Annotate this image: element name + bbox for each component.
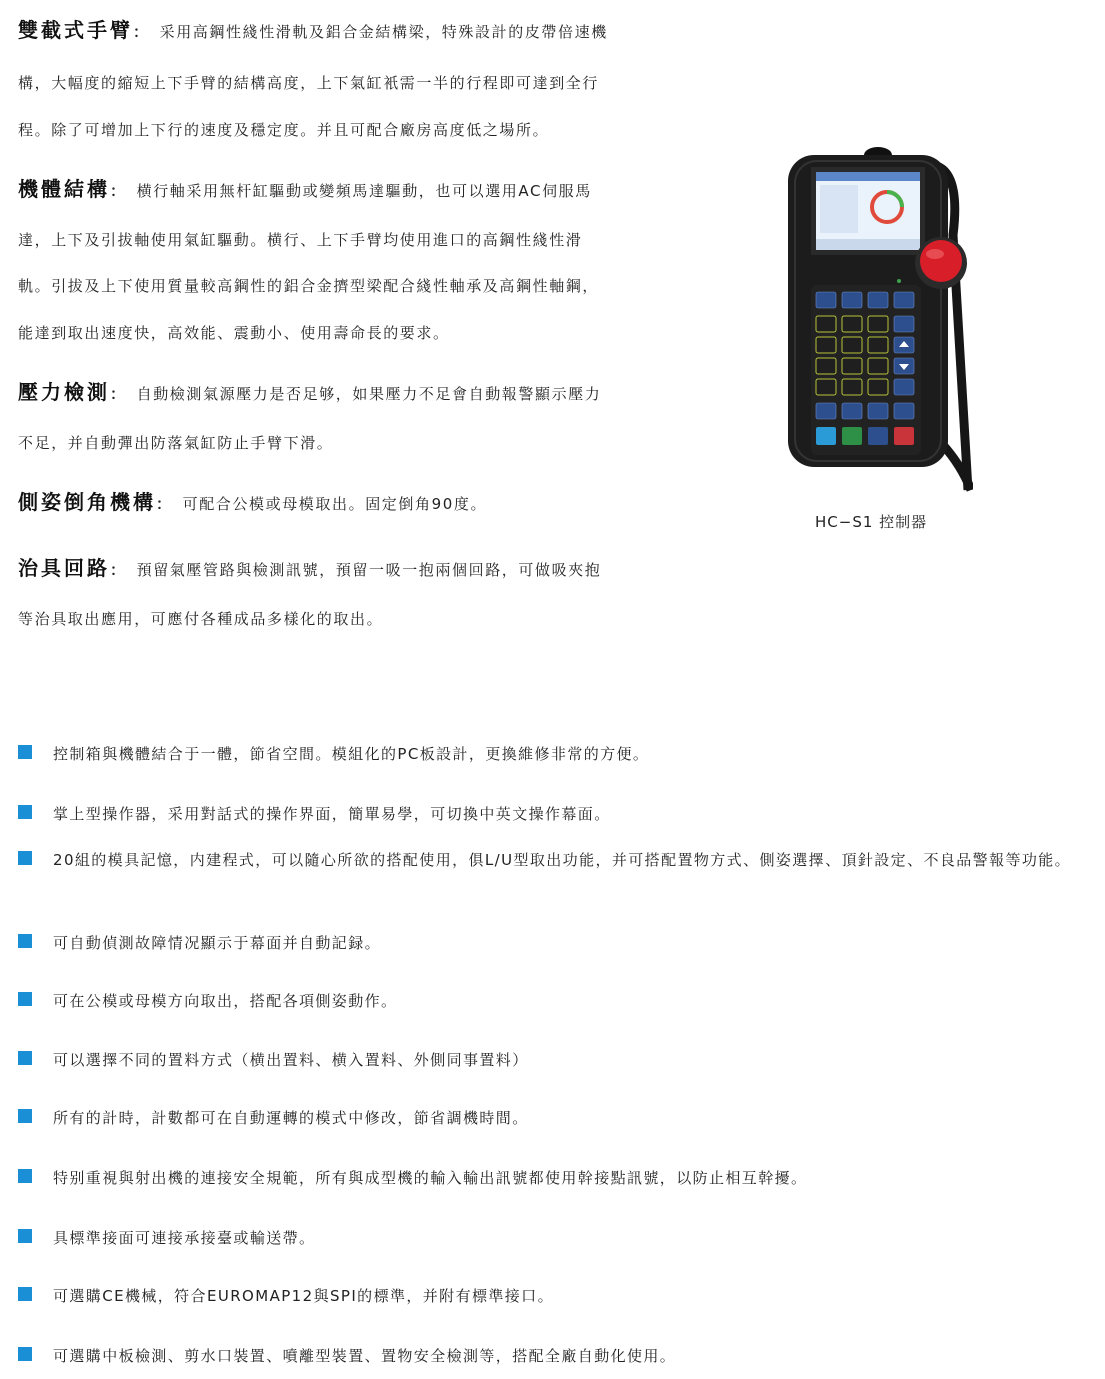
feature-item: 可選購中板檢測、剪水口裝置、噴離型裝置、置物安全檢測等，搭配全廠自動化使用。	[18, 1343, 676, 1369]
section-5-line-2: 等治具取出應用，可應付各種成品多樣化的取出。	[18, 610, 384, 628]
section-3-line-1: 壓力檢測： 自動檢測氣源壓力是否足够，如果壓力不足會自動報警顯示壓力	[18, 380, 602, 404]
feature-item: 可自動偵測故障情况顯示于幕面并自動記録。	[18, 930, 381, 956]
square-bullet-icon	[18, 1051, 32, 1065]
section-5-line-1: 治具回路： 預留氣壓管路與檢測訊號，預留一吸一抱兩個回路，可做吸夾抱	[18, 556, 602, 580]
section-2-line-1: 機體結構： 横行軸采用無杆缸驅動或變頻馬達驅動，也可以選用AC伺服馬	[18, 177, 592, 201]
section-4-line-1: 側姿倒角機構： 可配合公模或母模取出。固定倒角90度。	[18, 490, 488, 514]
square-bullet-icon	[18, 805, 32, 819]
square-bullet-icon	[18, 1169, 32, 1183]
section-title: 機體結構	[18, 177, 110, 201]
section-1-line-3: 程。除了可增加上下行的速度及穩定度。并且可配合廠房高度低之場所。	[18, 121, 550, 139]
square-bullet-icon	[18, 1229, 32, 1243]
feature-item: 20組的模具記憶，内建程式，可以隨心所欲的搭配使用，俱L/U型取出功能，并可搭配置物方式、側姿選擇、頂針設定、不良品警報等功能。	[18, 847, 1093, 873]
square-bullet-icon	[18, 1287, 32, 1301]
feature-item: 掌上型操作器，采用對話式的操作界面，簡單易學，可切換中英文操作幕面。	[18, 801, 611, 827]
square-bullet-icon	[18, 745, 32, 759]
section-1-line-2: 構，大幅度的縮短上下手臂的結構高度，上下氣缸衹需一半的行程即可達到全行	[18, 74, 600, 92]
section-2-line-2: 達，上下及引拔軸使用氣缸驅動。横行、上下手臂均使用進口的高鋼性綫性滑	[18, 231, 583, 249]
feature-item: 所有的計時，計數都可在自動運轉的模式中修改，節省調機時間。	[18, 1105, 529, 1131]
square-bullet-icon	[18, 992, 32, 1006]
section-3-line-2: 不足，并自動彈出防落氣缸防止手臂下滑。	[18, 434, 334, 452]
feature-item: 具標準接面可連接承接臺或輸送帶。	[18, 1225, 315, 1251]
image-caption: HC−S1 控制器	[815, 513, 928, 531]
section-title: 側姿倒角機構	[18, 490, 156, 514]
feature-item: 可在公模或母模方向取出，搭配各項側姿動作。	[18, 988, 397, 1014]
square-bullet-icon	[18, 1109, 32, 1123]
square-bullet-icon	[18, 851, 32, 865]
square-bullet-icon	[18, 934, 32, 948]
square-bullet-icon	[18, 1347, 32, 1361]
feature-item: 可以選擇不同的置料方式（横出置料、横入置料、外側同事置料）	[18, 1047, 529, 1073]
feature-item: 特别重視與射出機的連接安全規範，所有與成型機的輸入輸出訊號都使用幹接點訊號，以防止相互幹擾。	[18, 1165, 807, 1191]
section-title: 壓力檢測	[18, 380, 110, 404]
feature-item: 可選購CE機械，符合EUROMAP12與SPI的標準，并附有標準接口。	[18, 1283, 554, 1309]
section-title: 雙截式手臂	[18, 18, 133, 42]
section-2-line-4: 能達到取出速度快，高效能、震動小、使用壽命長的要求。	[18, 324, 450, 342]
section-title: 治具回路	[18, 556, 110, 580]
section-2-line-3: 軌。引拔及上下使用質量較高鋼性的鋁合金擠型梁配合綫性軸承及高鋼性軸鋼，	[18, 277, 600, 295]
section-1-line-1: 雙截式手臂： 采用高鋼性綫性滑軌及鋁合金結構梁，特殊設計的皮帶倍速機	[18, 18, 608, 42]
controller-device-image	[783, 145, 973, 495]
feature-item: 控制箱與機體結合于一體，節省空間。模組化的PC板設計，更換維修非常的方便。	[18, 741, 649, 767]
